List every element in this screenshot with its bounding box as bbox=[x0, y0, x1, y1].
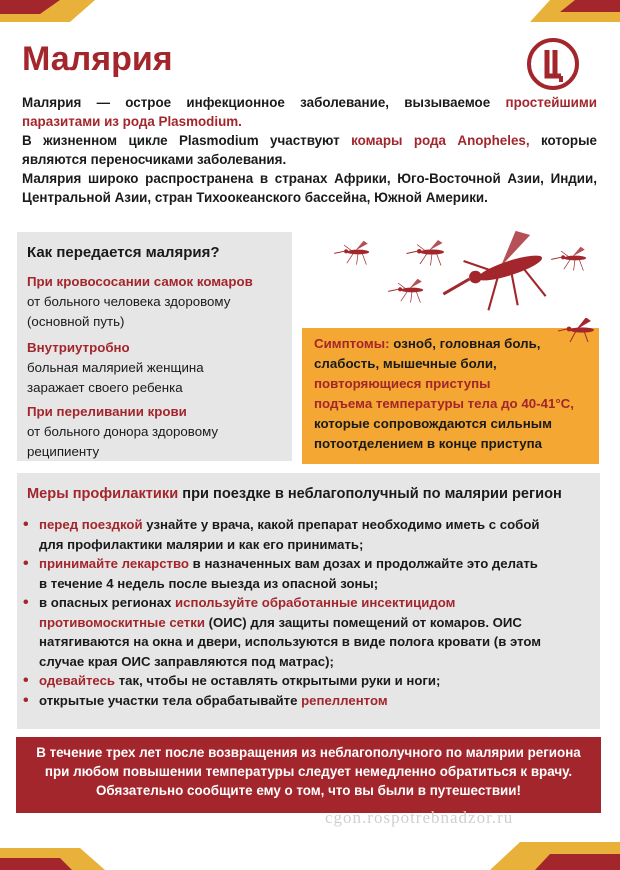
intro-text bbox=[22, 93, 597, 207]
transmission-item-title: При кровососании самок комаров bbox=[27, 274, 253, 289]
list-item-highlight: используйте обработанные инсектицидом bbox=[175, 595, 456, 610]
corner-decoration-top-right bbox=[530, 0, 620, 22]
page-title: Малярия bbox=[22, 40, 173, 78]
symptoms-panel bbox=[302, 328, 599, 464]
warning-line: Обязательно сообщите ему о том, что вы были в путешествии! bbox=[96, 783, 521, 798]
transmission-item-text: больная малярией женщина bbox=[27, 360, 204, 375]
transmission-panel bbox=[17, 232, 292, 461]
list-item-text: натягиваются на окна и двери, используются в виде полога кровати (в этом bbox=[39, 634, 541, 649]
prevention-heading bbox=[27, 486, 562, 502]
mosquito-icon bbox=[551, 247, 586, 271]
transmission-item bbox=[27, 272, 289, 332]
symptoms-label: Симптомы: bbox=[314, 336, 390, 351]
symptoms-line: озноб, головная боль, bbox=[393, 336, 541, 351]
transmission-heading: Как передается малярия? bbox=[27, 244, 220, 261]
intro-line-3 bbox=[22, 131, 597, 150]
rospotrebnadzor-logo-icon bbox=[527, 38, 579, 90]
list-item-text: в течение 4 недель после выезда из опасной зоны; bbox=[39, 575, 379, 591]
corner-decoration-top-left bbox=[0, 0, 100, 22]
intro-highlight-2: паразитами из рода Plasmodium. bbox=[22, 114, 242, 129]
list-item: • в опасных регионах используйте обработанные инсектицидом противомоскитные сетки (ОИС) для защиты помещений от комаров. ОИС натягиваются на окна и двери, используются в виде полога кровати (в этом случае края ОИС заправляются под матрас); bbox=[23, 594, 541, 669]
list-item-text: (ОИС) для защиты помещений от комаров. ОИС bbox=[208, 614, 522, 630]
transmission-item-text: заражает своего ребенка bbox=[27, 380, 183, 395]
source-watermark: cgon.rospotrebnadzor.ru bbox=[325, 808, 514, 827]
list-item-text: открытые участки тела обрабатывайте bbox=[39, 692, 298, 708]
list-item-text: узнайте у врача, какой препарат необходимо иметь с собой bbox=[146, 517, 540, 532]
list-item: • открытые участки тела обрабатывайте репеллентом bbox=[23, 691, 388, 709]
intro-line-2 bbox=[22, 112, 597, 131]
list-item-text: в назначенных вам дозах и продолжайте это делать bbox=[192, 556, 538, 571]
intro-line-1 bbox=[22, 93, 597, 112]
mosquito-icon bbox=[388, 279, 423, 303]
prevention-heading-highlight: Меры профилактики bbox=[27, 486, 179, 502]
prevention-heading-text: при поездке в неблагополучный по малярии регион bbox=[182, 486, 562, 502]
transmission-item-title: Внутриутробно bbox=[27, 340, 130, 355]
mosquito-illustration bbox=[300, 230, 600, 340]
intro-highlight-3: комары рода Anopheles, bbox=[351, 133, 530, 148]
warning-line: В течение трех лет после возвращения из неблагополучного по малярии региона bbox=[36, 745, 581, 760]
symptoms-line: потоотделением в конце приступа bbox=[314, 436, 543, 451]
transmission-item-text: реципиенту bbox=[27, 444, 100, 459]
transmission-item-text: от больного человека здоровому bbox=[27, 294, 231, 309]
corner-decoration-bottom-left bbox=[0, 840, 110, 870]
warning-banner bbox=[16, 737, 601, 813]
transmission-item-title: При переливании крови bbox=[27, 404, 187, 419]
intro-line-6: Центральной Азии, стран Тихоокеанского бассейна, Южной Америки. bbox=[22, 190, 488, 205]
list-item: • одевайтесь так, чтобы не оставлять открытыми руки и ноги; bbox=[23, 672, 441, 689]
symptoms-line: которые сопровождаются сильным bbox=[314, 416, 552, 431]
symptoms-highlight: повторяющиеся приступы bbox=[314, 376, 491, 391]
intro-line-4: являются переносчиками заболевания. bbox=[22, 152, 287, 167]
list-item-highlight: одевайтесь bbox=[39, 673, 116, 688]
list-item-text: для профилактики малярии и как его принимать; bbox=[39, 536, 364, 552]
intro-line-5: Малярия широко распространена в странах Африки, Юго-Восточной Азии, Индии, bbox=[22, 171, 597, 186]
list-item-highlight: принимайте лекарство bbox=[39, 556, 189, 571]
transmission-item-text: от больного донора здоровому bbox=[27, 424, 219, 439]
mosquito-icon bbox=[558, 318, 600, 342]
symptoms-line: слабость, мышечные боли, bbox=[314, 356, 497, 371]
prevention-list bbox=[17, 515, 592, 710]
intro-text-3: которые bbox=[541, 133, 597, 148]
transmission-item bbox=[27, 338, 289, 398]
mosquito-icon bbox=[407, 240, 445, 266]
symptoms-highlight: подъема температуры тела до 40-41°С, bbox=[314, 396, 574, 411]
mosquito-icon bbox=[334, 241, 369, 265]
list-item: • перед поездкой узнайте у врача, какой препарат необходимо иметь с собой для профилактики малярии и как его принимать; bbox=[23, 516, 540, 552]
list-item-text: в опасных регионах bbox=[39, 595, 172, 610]
transmission-item-text: (основной путь) bbox=[27, 314, 125, 329]
warning-line: при любом повышении температуры следует немедленно обратиться к врачу. bbox=[44, 764, 573, 779]
intro-highlight-1: простейшими bbox=[505, 95, 597, 110]
list-item-text: так, чтобы не оставлять открытыми руки и ноги; bbox=[118, 673, 441, 688]
mosquito-icon bbox=[432, 230, 554, 326]
list-item-highlight: противомоскитные сетки bbox=[39, 614, 205, 630]
prevention-panel bbox=[17, 473, 600, 729]
list-item: • принимайте лекарство в назначенных вам дозах и продолжайте это делать в течение 4 недель после выезда из опасной зоны; bbox=[23, 555, 538, 591]
list-item-highlight: репеллентом bbox=[301, 692, 388, 708]
list-item-text: случае края ОИС заправляются под матрас); bbox=[39, 653, 334, 669]
transmission-item bbox=[27, 402, 289, 462]
corner-decoration-bottom-right bbox=[490, 834, 620, 870]
intro-text-2: В жизненном цикле Plasmodium участвуют bbox=[22, 133, 340, 148]
intro-text-1: Малярия — острое инфекционное заболевание, вызываемое bbox=[22, 95, 491, 110]
symptoms-text bbox=[314, 334, 599, 454]
list-item-highlight: перед поездкой bbox=[39, 517, 143, 532]
